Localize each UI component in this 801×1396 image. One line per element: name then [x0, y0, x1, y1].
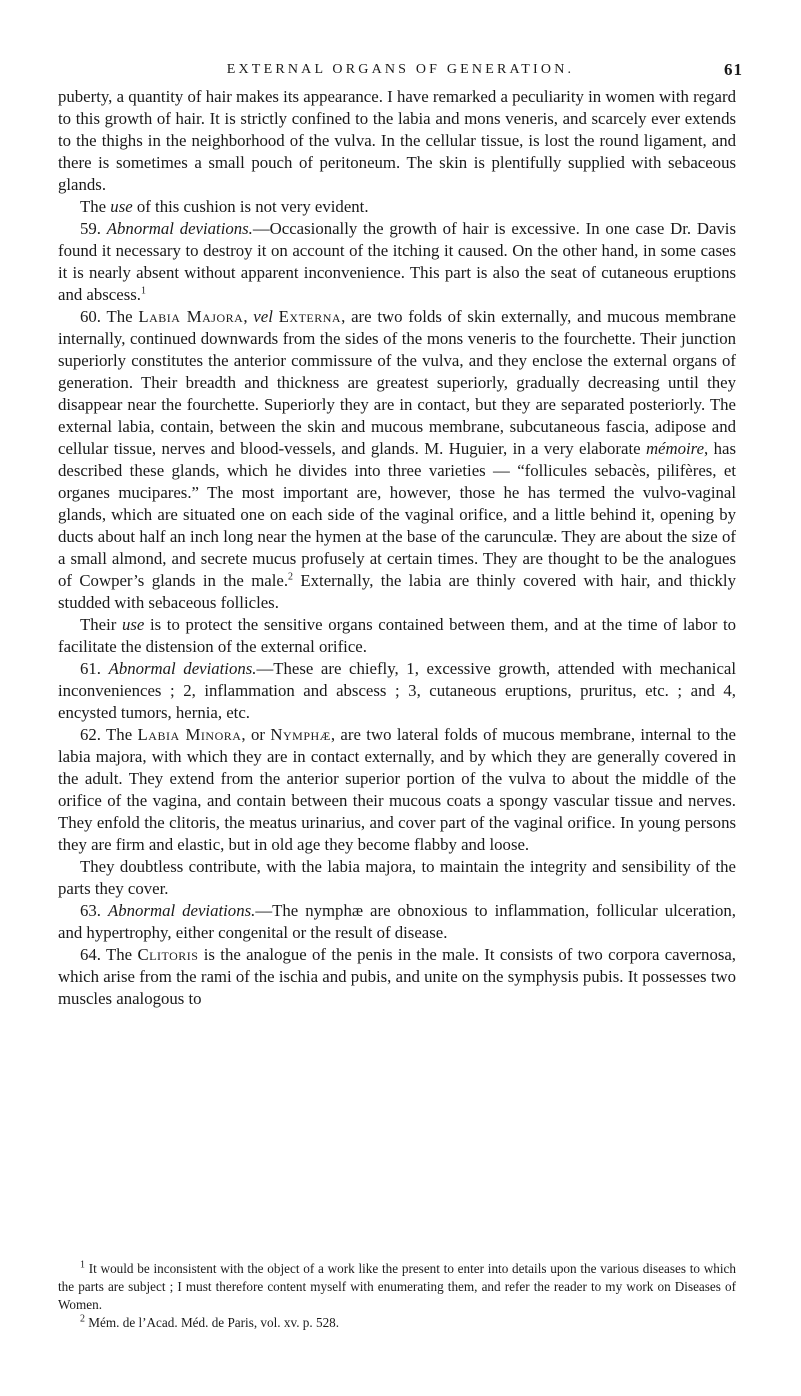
paragraph: puberty, a quantity of hair makes its appearance. I have remarked a peculiarity in women with regard to this growth of hair. It is strictly confined to the labia and mons veneris, and scarcely ever extends to the thighs in the neighborhood of the vulva. In the cellular tissue, is lost the round ligament, and there is sometimes a small pouch of peritoneum. The skin is plentifully supplied with sebaceous glands.	[58, 87, 736, 194]
footnote-mark: 1	[80, 1259, 85, 1271]
page-number: 61	[724, 60, 743, 79]
term-nymphae: Nymphæ	[270, 725, 331, 744]
section-64: 64. The Clitoris is the analogue of the penis in the male. It consists of two corpora cavernosa, which arise from the rami of the ischia and pubis, and unite on the symphysis pubis. It possesses two muscles analogous to	[58, 945, 737, 1008]
footnote-ref: 1	[140, 285, 146, 297]
footnote-2: $^2$ Mém. de l’Acad. Méd. de Paris, vol. xv. p. 528.	[80, 1313, 340, 1330]
term-externa: Externa	[278, 307, 342, 326]
running-head: EXTERNAL ORGANS OF GENERATION.	[226, 62, 575, 77]
term-clitoris: Clitoris	[137, 945, 199, 964]
body-text	[58, 86, 736, 1010]
section-62: 62. The Labia Minora, or Nymphæ, are two lateral folds of mucous membrane, internal to the labia majora, with which they are in contact externally, and by which they are generally covered in the adult. They extend from the anterior superior portion of the vulva to about the middle of the orifice of the vagina, and contain between their mucous coats a spongy vascular tissue and nerves. They enfold the clitoris, the meatus urinarius, and cover part of the vaginal orifice. In young persons they are firm and elastic, but in old age they become flabby and loose.	[58, 725, 737, 854]
section-heading: Abnormal deviations.	[106, 219, 253, 238]
paragraph: Their use is to protect the sensitive organs contained between them, and at the time of labor to facilitate the distension of the external orifice.	[58, 615, 736, 656]
footnote-1: $^1$ It would be inconsistent with the object of a work like the present to enter into details upon the various diseases to which the parts are subject ; I must therefore content myself with enumerating them, and refer the reader to my work on Diseases of Women.	[58, 1259, 736, 1312]
paragraph: They doubtless contribute, with the labia majora, to maintain the integrity and sensibility of the parts they cover.	[58, 857, 736, 898]
footnote-ref: 2	[288, 571, 294, 583]
section-61: 61. Abnormal deviations.—These are chiefly, 1, excessive growth, attended with mechanical inconveniences ; 2, inflammation and abscess ; 3, cutaneous eruptions, pruritus, etc. ; and 4, encysted tumors, hernia, etc.	[58, 659, 736, 722]
section-heading: Abnormal deviations.	[108, 659, 257, 678]
footnote-mark: 2	[80, 1313, 85, 1325]
footnotes	[58, 1260, 736, 1332]
section-60: 60. The Labia Majora, vel Externa, are two folds of skin externally, and mucous membrane internally, continued downwards from the sides of the mons veneris to the fourchette. Their junction superiorly constitutes the anterior commissure of the vulva, and they enclose the external organs of generation. Their breadth and thickness are greatest superiorly, gradually decreasing until they disappear near the fourchette. Superiorly they are in contact, but they are separated posteriorly. The external labia, contain, between the skin and mucous membrane, subcutaneous fascia, adipose and cellular tissue, nerves and blood-vessels, and glands. M. Huguier, in a very elaborate mémoire, has described these glands, which he divides into three varieties — “follicules sebacès, pilifères, et organes mucipares.” The most important are, however, those he has termed the vulvo-vaginal glands, which are situated one on each side of the vaginal orifice, and a little behind it, opening by ducts about half an inch long near the hymen at the base of the carunculæ. They are about the size of a small almond, and secrete mucus profusely at certain times. They are thought to be the analogues of Cowper’s glands in the male.$^2$ Externally, the labia are thinly covered with hair, and thickly studded with sebaceous follicles.	[58, 307, 736, 612]
paragraph: The use of this cushion is not very evident.	[80, 197, 369, 216]
italic-term: use	[121, 615, 145, 634]
section-63: 63. Abnormal deviations.—The nymphæ are obnoxious to inflammation, follicular ulceration, and hypertrophy, either congenital or the result of disease.	[58, 901, 736, 942]
section-heading: Abnormal deviations.	[108, 901, 256, 920]
italic-term: use	[110, 197, 133, 216]
section-59: 59. Abnormal deviations.—Occasionally the growth of hair is excessive. In one case Dr. Davis found it necessary to destroy it on account of the itching it caused. On the other hand, in some cases it is nearly absent without apparent inconvenience. This part is also the seat of cutaneous eruptions and abscess.$^1$	[58, 219, 736, 304]
italic-term: mémoire	[645, 439, 705, 458]
term-labia-minora: Labia Minora	[137, 725, 242, 744]
term-labia-majora: Labia Majora	[138, 307, 244, 326]
page-header	[58, 60, 743, 84]
